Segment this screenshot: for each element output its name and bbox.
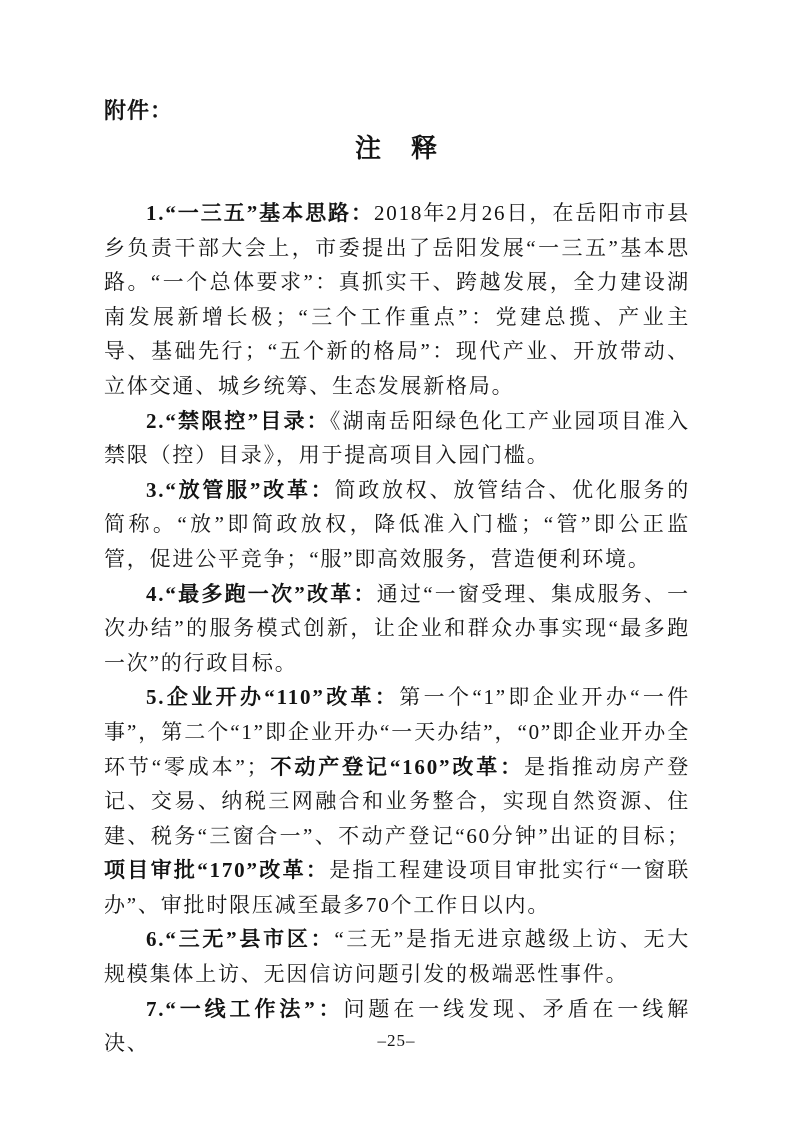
paragraph	[104, 577, 690, 681]
term-label: 项目审批“170”改革：	[104, 858, 330, 883]
attachment-label: 附件：	[104, 98, 174, 123]
paragraph	[104, 196, 690, 404]
term-label: 5.企业开办“110”改革：	[146, 685, 400, 710]
term-label: 3.“放管服”改革：	[146, 477, 335, 502]
document-body	[104, 196, 690, 1061]
body-text: 2018年2月26日，在岳阳市市县乡负责干部大会上，市委提出了岳阳发展“一三五”基本思路。“一个总体要求”：真抓实干、跨越发展，全力建设湖南发展新增长极；“三个工作重点”：党建总揽、产业主导、基础先行；“五个新的格局”：现代产业、开放带动、立体交通、城乡统筹、生态发展新格局。	[104, 201, 690, 398]
term-label: 1.“一三五”基本思路：	[146, 201, 374, 225]
term-label: 6.“三无”县市区：	[146, 927, 335, 952]
paragraph	[104, 473, 690, 577]
body-text: “三无”是指无进京越级上访、无大规模集体上访、无因信访问题引发的极端恶性事件。	[104, 927, 690, 987]
body-text: 通过“一窗受理、集成服务、一次办结”的服务模式创新，让企业和群众办事实现“最多跑一次”的行政目标。	[104, 581, 690, 675]
body-text: 是指推动房产登记、交易、纳税三网融合和业务整合，实现自然资源、住建、税务“三窗合一”、不动产登记“60分钟”出证的目标；	[104, 754, 690, 848]
paragraph	[104, 922, 690, 991]
body-text: 第一个“1”即企业开办“一件事”，第二个“1”即企业开办“一天办结”，“0”即企业开办全环节“零成本”；	[104, 685, 690, 779]
term-label: 2.“禁限控”目录：	[146, 408, 330, 433]
body-text: 《湖南岳阳绿色化工产业园项目准入禁限（控）目录》，用于提高项目入园门槛。	[104, 408, 690, 468]
term-label: 不动产登记“160”改革：	[269, 754, 524, 779]
paragraph	[104, 680, 690, 922]
paragraph	[104, 404, 690, 473]
page-title: 注 释	[354, 133, 439, 163]
page-number: –25–	[377, 1031, 416, 1050]
body-text: 问题在一线发现、矛盾在一线解决、	[104, 996, 690, 1056]
body-text: 简政放权、放管结合、优化服务的简称。“放”即简政放权，降低准入门槛；“管”即公正监管，促进公平竞争；“服”即高效服务，营造便利环境。	[104, 477, 691, 571]
term-label: 4.“最多跑一次”改革：	[146, 581, 377, 606]
body-text: 是指工程建设项目审批实行“一窗联办”、审批时限压减至最多70个工作日以内。	[104, 858, 690, 917]
term-label: 7.“一线工作法”：	[146, 996, 344, 1021]
